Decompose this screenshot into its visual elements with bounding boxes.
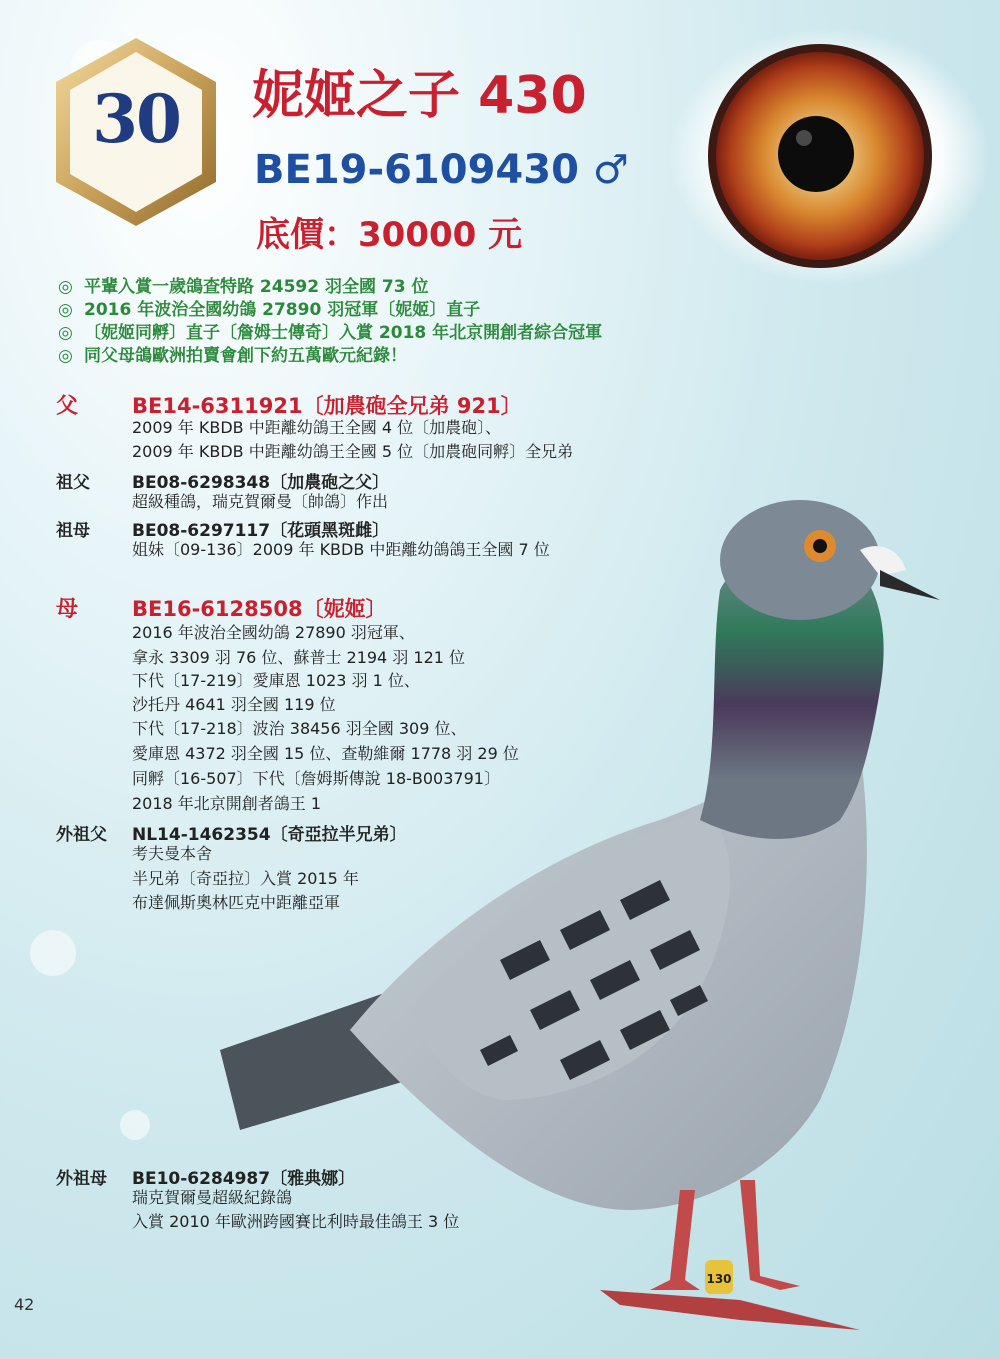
maternal-grandsire-label: 外祖父 <box>56 825 107 845</box>
maternal-granddam-row <box>56 1164 355 1189</box>
dam-detail: 同孵〔16-507〕下代〔詹姆斯傳說 18-B003791〕 <box>132 769 500 788</box>
maternal-grandsire-row <box>56 820 407 845</box>
ring-number: BE19-6109430 ♂ <box>254 147 629 193</box>
granddam-row <box>56 516 389 541</box>
lot-number: 30 <box>92 80 180 158</box>
maternal-granddam-detail: 入賞 2010 年歐洲跨國賽比利時最佳鴿王 3 位 <box>132 1212 460 1231</box>
grandsire-code: BE08-6298348〔加農砲之父〕 <box>132 473 390 493</box>
maternal-grandsire-detail: 半兄弟〔奇亞拉〕入賞 2015 年 <box>132 869 359 888</box>
granddam-detail: 姐妹〔09-136〕2009 年 KBDB 中距離幼鴿鴿王全國 7 位 <box>132 540 550 559</box>
reserve-price: 底價：30000 元 <box>256 215 523 255</box>
sire-code: BE14-6311921〔加農砲全兄弟 921〕 <box>132 394 522 418</box>
highlight-item: ◎ 平輩入賞一歲鴿查特路 24592 羽全國 73 位 <box>58 277 429 297</box>
maternal-grandsire-detail: 布達佩斯奧林匹克中距離亞軍 <box>132 893 341 912</box>
grandsire-detail: 超級種鴿，瑞克賀爾曼〔帥鴿〕作出 <box>132 492 389 511</box>
grandsire-row <box>56 468 389 493</box>
maternal-grandsire-code: NL14-1462354〔奇亞拉半兄弟〕 <box>132 825 407 845</box>
sire-detail: 2009 年 KBDB 中距離幼鴿王全國 4 位〔加農砲〕、 <box>132 418 502 437</box>
maternal-granddam-code: BE10-6284987〔雅典娜〕 <box>132 1169 356 1189</box>
highlight-item: ◎ 〔妮姬同孵〕直子〔詹姆士傳奇〕入賞 2018 年北京開創者綜合冠軍 <box>58 323 603 343</box>
leg-ring-number: 130 <box>706 1272 732 1286</box>
dam-detail: 沙托丹 4641 羽全國 119 位 <box>132 695 336 714</box>
dam-detail: 愛庫恩 4372 羽全國 15 位、查勒維爾 1778 羽 29 位 <box>132 744 519 763</box>
highlights-list <box>58 276 602 368</box>
highlight-item: ◎ 2016 年波治全國幼鴿 27890 羽冠軍〔妮姬〕直子 <box>58 300 481 320</box>
granddam-label: 祖母 <box>56 521 90 541</box>
dam-detail: 下代〔17-219〕愛庫恩 1023 羽 1 位、 <box>132 671 420 690</box>
sire-row <box>56 389 522 420</box>
page-number: 42 <box>14 1295 35 1314</box>
dam-code: BE16-6128508〔妮姬〕 <box>132 597 387 621</box>
dam-row <box>56 592 387 623</box>
maternal-granddam-label: 外祖母 <box>56 1169 107 1189</box>
granddam-code: BE08-6297117〔花頭黑斑雌〕 <box>132 521 390 541</box>
dam-label: 母 <box>56 597 79 622</box>
highlight-item: ◎ 同父母鴿歐洲拍賣會創下約五萬歐元紀錄！ <box>58 346 407 366</box>
maternal-granddam-detail: 瑞克賀爾曼超級紀錄鴿 <box>132 1188 293 1207</box>
dam-detail: 2016 年波治全國幼鴿 27890 羽冠軍、 <box>132 623 415 642</box>
pigeon-name-title: 妮姬之子 430 <box>252 66 587 126</box>
grandsire-label: 祖父 <box>56 473 90 493</box>
eye-photo <box>670 28 990 284</box>
dam-detail: 2018 年北京開創者鴿王 1 <box>132 794 322 813</box>
maternal-grandsire-detail: 考夫曼本舍 <box>132 844 213 863</box>
background-sparkle <box>120 1110 150 1140</box>
background-sparkle <box>30 930 76 976</box>
sire-detail: 2009 年 KBDB 中距離幼鴿王全國 5 位〔加農砲同孵〕全兄弟 <box>132 442 574 461</box>
dam-detail: 拿永 3309 羽 76 位、蘇普士 2194 羽 121 位 <box>132 648 466 667</box>
sire-label: 父 <box>56 394 79 419</box>
dam-detail: 下代〔17-218〕波治 38456 羽全國 309 位、 <box>132 719 467 738</box>
